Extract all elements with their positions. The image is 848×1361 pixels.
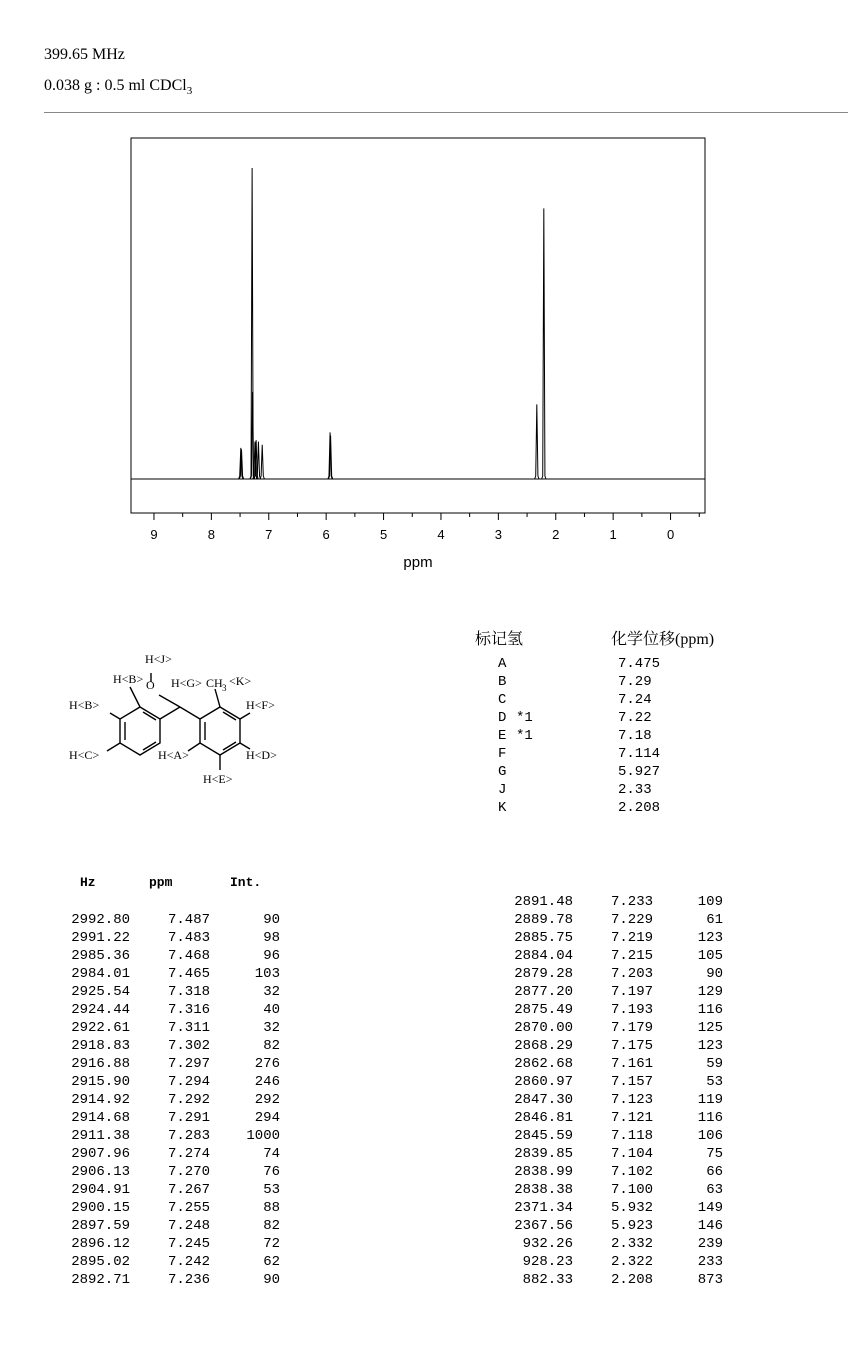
peak-hz: 2911.38 <box>71 1128 130 1144</box>
peak-ppm: 7.255 <box>167 1200 210 1216</box>
assignment-row <box>498 709 698 727</box>
peak-hz: 2895.02 <box>71 1254 130 1270</box>
peak-row <box>483 1073 723 1091</box>
peak-row <box>483 965 723 983</box>
peak-intensity: 246 <box>254 1074 280 1090</box>
peak-intensity: 116 <box>697 1002 723 1018</box>
peak-ppm: 7.104 <box>610 1146 653 1162</box>
peak-ppm: 7.292 <box>167 1092 210 1108</box>
peak-intensity: 119 <box>697 1092 723 1108</box>
peak-table-right <box>483 893 723 1289</box>
peak-ppm: 7.487 <box>167 912 210 928</box>
spectrum-peak <box>535 404 539 479</box>
peak-intensity: 63 <box>706 1182 723 1198</box>
peak-row <box>483 1019 723 1037</box>
peak-hz: 2884.04 <box>514 948 573 964</box>
peak-intensity: 90 <box>263 1272 280 1288</box>
peak-ppm: 7.316 <box>167 1002 210 1018</box>
peak-row <box>40 1001 280 1019</box>
spectrometer-frequency: 399.65 MHz <box>44 46 125 63</box>
peak-hz: 2914.68 <box>71 1110 130 1126</box>
peak-ppm: 7.297 <box>167 1056 210 1072</box>
assignment-label: B <box>498 674 507 690</box>
peak-intensity: 105 <box>697 948 723 964</box>
x-tick-label: 6 <box>322 527 330 542</box>
peak-intensity: 90 <box>263 912 280 928</box>
peak-row <box>483 1163 723 1181</box>
peak-ppm: 7.100 <box>610 1182 653 1198</box>
peak-intensity: 239 <box>697 1236 723 1252</box>
peak-hz: 2915.90 <box>71 1074 130 1090</box>
x-tick-label: 2 <box>552 527 560 542</box>
peak-ppm: 7.236 <box>167 1272 210 1288</box>
peak-row <box>40 1037 280 1055</box>
peak-ppm: 7.123 <box>610 1092 653 1108</box>
peak-header-ppm: ppm <box>149 875 173 890</box>
peak-row <box>40 1073 280 1091</box>
peak-ppm: 7.193 <box>610 1002 653 1018</box>
peak-ppm: 7.157 <box>610 1074 653 1090</box>
spectrum-peak <box>260 445 264 479</box>
label-k: <K> <box>229 674 252 688</box>
peak-ppm: 7.465 <box>167 966 210 982</box>
label-hg: H<G> <box>171 676 202 690</box>
label-ch-sub: 3 <box>222 683 227 693</box>
peak-hz: 2838.38 <box>514 1182 573 1198</box>
peak-hz: 2896.12 <box>71 1236 130 1252</box>
peak-ppm: 7.179 <box>610 1020 653 1036</box>
peak-row <box>40 1145 280 1163</box>
peak-intensity: 53 <box>263 1182 280 1198</box>
assignment-label: J <box>498 782 507 798</box>
peak-row <box>40 929 280 947</box>
x-tick-label: 4 <box>437 527 445 542</box>
peak-intensity: 106 <box>697 1128 723 1144</box>
assignment-note: *1 <box>516 728 533 744</box>
assignment-row <box>498 673 698 691</box>
peak-hz: 2900.15 <box>71 1200 130 1216</box>
peak-hz: 2904.91 <box>71 1182 130 1198</box>
peak-intensity: 88 <box>263 1200 280 1216</box>
assignment-shift: 7.29 <box>618 674 652 690</box>
assignment-row <box>498 763 698 781</box>
peak-row <box>483 1001 723 1019</box>
peak-row <box>40 1199 280 1217</box>
peak-intensity: 53 <box>706 1074 723 1090</box>
peak-hz: 2870.00 <box>514 1020 573 1036</box>
label-hc: H<C> <box>69 748 100 762</box>
peak-intensity: 96 <box>263 948 280 964</box>
peak-ppm: 7.267 <box>167 1182 210 1198</box>
peak-row <box>40 1253 280 1271</box>
peak-intensity: 32 <box>263 1020 280 1036</box>
spectrum-trace <box>131 168 705 479</box>
assignment-shift: 7.18 <box>618 728 652 744</box>
peak-row <box>40 983 280 1001</box>
peak-hz: 2984.01 <box>71 966 130 982</box>
peak-table-left <box>40 911 280 1289</box>
peak-ppm: 2.332 <box>610 1236 653 1252</box>
peak-ppm: 7.215 <box>610 948 653 964</box>
peak-intensity: 82 <box>263 1038 280 1054</box>
peak-intensity: 75 <box>706 1146 723 1162</box>
peak-intensity: 129 <box>697 984 723 1000</box>
peak-hz: 2891.48 <box>514 894 573 910</box>
peak-intensity: 294 <box>254 1110 280 1126</box>
peak-row <box>40 965 280 983</box>
x-tick-label: 5 <box>379 527 388 542</box>
peak-row <box>483 1145 723 1163</box>
molecule-structure <box>55 645 295 785</box>
peak-row <box>40 1163 280 1181</box>
peak-hz: 2367.56 <box>514 1218 573 1234</box>
peak-row <box>483 1217 723 1235</box>
x-tick-label: 7 <box>265 527 273 542</box>
assignment-header-label: 标记氢 <box>475 631 524 648</box>
assignment-label: D <box>498 710 507 726</box>
x-axis-label: ppm <box>403 554 433 571</box>
peak-ppm: 7.197 <box>610 984 653 1000</box>
x-tick-label: 8 <box>207 527 215 542</box>
peak-row <box>483 1271 723 1289</box>
peak-row <box>40 1109 280 1127</box>
peak-hz: 2914.92 <box>71 1092 130 1108</box>
peak-hz: 2860.97 <box>514 1074 573 1090</box>
peak-intensity: 146 <box>697 1218 723 1234</box>
assignment-label: C <box>498 692 507 708</box>
peak-ppm: 7.291 <box>167 1110 210 1126</box>
peak-row <box>483 893 723 911</box>
label-hb-left: H<B> <box>69 698 100 712</box>
assignment-row <box>498 781 698 799</box>
x-axis-ticks <box>150 513 699 542</box>
peak-row <box>40 1019 280 1037</box>
label-ha: H<A> <box>158 748 189 762</box>
peak-intensity: 82 <box>263 1218 280 1234</box>
peak-hz: 2845.59 <box>514 1128 573 1144</box>
peak-ppm: 7.118 <box>610 1128 653 1144</box>
x-tick-label: 9 <box>150 527 158 542</box>
peak-hz: 2877.20 <box>514 984 573 1000</box>
assignment-label: E <box>498 728 507 744</box>
peak-ppm: 7.161 <box>610 1056 653 1072</box>
peak-row <box>483 1055 723 1073</box>
peak-row <box>40 1127 280 1145</box>
peak-hz: 2918.83 <box>71 1038 130 1054</box>
peak-intensity: 76 <box>263 1164 280 1180</box>
assignment-shift: 7.475 <box>618 656 661 672</box>
peak-hz: 2889.78 <box>514 912 573 928</box>
peak-ppm: 7.175 <box>610 1038 653 1054</box>
peak-row <box>483 1199 723 1217</box>
peak-intensity: 74 <box>263 1146 280 1162</box>
peak-row <box>483 947 723 965</box>
x-tick-label: 0 <box>666 527 675 542</box>
label-he: H<E> <box>203 772 233 785</box>
peak-ppm: 7.468 <box>167 948 210 964</box>
label-hb-top: H<B> <box>113 672 144 686</box>
atom-labels <box>69 652 277 785</box>
peak-ppm: 7.318 <box>167 984 210 1000</box>
peak-hz: 2371.34 <box>514 1200 573 1216</box>
peak-ppm: 7.242 <box>167 1254 210 1270</box>
peak-hz: 2875.49 <box>514 1002 573 1018</box>
assignment-row <box>498 727 698 745</box>
assignment-shift: 2.208 <box>618 800 661 816</box>
peak-intensity: 72 <box>263 1236 280 1252</box>
peak-ppm: 7.248 <box>167 1218 210 1234</box>
spectrum-peak <box>542 208 546 479</box>
assignment-label: G <box>498 764 507 780</box>
peak-intensity: 90 <box>706 966 723 982</box>
sample-text: 0.038 g : 0.5 ml CDCl <box>44 77 187 94</box>
assignment-label: A <box>498 656 507 672</box>
peak-hz: 2907.96 <box>71 1146 130 1162</box>
assignment-shift: 7.22 <box>618 710 652 726</box>
peak-hz: 2985.36 <box>71 948 130 964</box>
assignment-note: *1 <box>516 710 533 726</box>
peak-intensity: 125 <box>697 1020 723 1036</box>
peak-hz: 2847.30 <box>514 1092 573 1108</box>
peak-header-hz: Hz <box>80 875 96 890</box>
peak-hz: 2838.99 <box>514 1164 573 1180</box>
peak-hz: 932.26 <box>522 1236 573 1252</box>
peak-intensity: 123 <box>697 1038 723 1054</box>
peak-ppm: 2.208 <box>610 1272 653 1288</box>
x-tick-label: 3 <box>494 527 502 542</box>
label-hf: H<F> <box>246 698 275 712</box>
peak-ppm: 7.245 <box>167 1236 210 1252</box>
peak-intensity: 109 <box>697 894 723 910</box>
peak-hz: 2892.71 <box>71 1272 130 1288</box>
peak-intensity: 32 <box>263 984 280 1000</box>
peak-ppm: 7.233 <box>610 894 653 910</box>
peak-row <box>40 947 280 965</box>
peak-header-int: Int. <box>230 875 262 890</box>
assignment-row <box>498 799 698 817</box>
peak-ppm: 7.283 <box>167 1128 210 1144</box>
peak-intensity: 66 <box>706 1164 723 1180</box>
assignment-table <box>498 655 698 817</box>
assignment-shift: 5.927 <box>618 764 661 780</box>
label-ch: CH <box>206 676 223 690</box>
peak-intensity: 292 <box>254 1092 280 1108</box>
peak-ppm: 5.923 <box>610 1218 653 1234</box>
peak-row <box>40 911 280 929</box>
peak-intensity: 123 <box>697 930 723 946</box>
peak-hz: 928.23 <box>522 1254 573 1270</box>
peak-intensity: 103 <box>254 966 280 982</box>
peak-ppm: 2.322 <box>610 1254 653 1270</box>
peak-intensity: 149 <box>697 1200 723 1216</box>
label-oxygen: O <box>146 678 155 692</box>
peak-hz: 2906.13 <box>71 1164 130 1180</box>
peak-row <box>40 1235 280 1253</box>
peak-ppm: 7.302 <box>167 1038 210 1054</box>
peak-hz: 2897.59 <box>71 1218 130 1234</box>
peak-ppm: 7.203 <box>610 966 653 982</box>
peak-row <box>483 1127 723 1145</box>
peak-row <box>483 911 723 929</box>
assignment-label: F <box>498 746 507 762</box>
peak-ppm: 7.219 <box>610 930 653 946</box>
peak-intensity: 233 <box>697 1254 723 1270</box>
label-hj: H<J> <box>145 652 172 666</box>
peak-row <box>483 983 723 1001</box>
peak-hz: 2922.61 <box>71 1020 130 1036</box>
peak-ppm: 7.229 <box>610 912 653 928</box>
peak-row <box>40 1091 280 1109</box>
plot-frame <box>131 138 705 513</box>
peak-hz: 2879.28 <box>514 966 573 982</box>
peak-hz: 2991.22 <box>71 930 130 946</box>
peak-hz: 2992.80 <box>71 912 130 928</box>
peak-hz: 2925.54 <box>71 984 130 1000</box>
assignment-shift: 7.24 <box>618 692 652 708</box>
peak-ppm: 7.121 <box>610 1110 653 1126</box>
peak-intensity: 98 <box>263 930 280 946</box>
peak-hz: 2916.88 <box>71 1056 130 1072</box>
assignment-label: K <box>498 800 507 816</box>
peak-intensity: 116 <box>697 1110 723 1126</box>
peak-intensity: 1000 <box>246 1128 280 1144</box>
peak-hz: 2885.75 <box>514 930 573 946</box>
peak-row <box>40 1181 280 1199</box>
sample-subscript: 3 <box>186 85 193 98</box>
nmr-spectrum-chart <box>0 0 848 600</box>
assignment-shift: 2.33 <box>618 782 652 798</box>
peak-row <box>483 1109 723 1127</box>
peak-row <box>483 1253 723 1271</box>
assignment-row <box>498 691 698 709</box>
peak-ppm: 7.270 <box>167 1164 210 1180</box>
x-tick-label: 1 <box>609 527 617 542</box>
peak-ppm: 7.274 <box>167 1146 210 1162</box>
peak-ppm: 7.294 <box>167 1074 210 1090</box>
peak-ppm: 5.932 <box>610 1200 653 1216</box>
peak-row <box>40 1217 280 1235</box>
peak-ppm: 7.483 <box>167 930 210 946</box>
peak-row <box>483 1091 723 1109</box>
peak-hz: 2868.29 <box>514 1038 573 1054</box>
assignment-row <box>498 745 698 763</box>
peak-intensity: 59 <box>706 1056 723 1072</box>
peak-ppm: 7.311 <box>167 1020 210 1036</box>
label-hd: H<D> <box>246 748 277 762</box>
peak-ppm: 7.102 <box>610 1164 653 1180</box>
peak-intensity: 873 <box>697 1272 723 1288</box>
peak-intensity: 61 <box>706 912 723 928</box>
assignment-header-shift: 化学位移(ppm) <box>611 631 715 648</box>
peak-row <box>483 1181 723 1199</box>
peak-row <box>40 1055 280 1073</box>
peak-hz: 882.33 <box>522 1272 573 1288</box>
peak-hz: 2862.68 <box>514 1056 573 1072</box>
assignment-shift: 7.114 <box>618 746 661 762</box>
peak-intensity: 276 <box>254 1056 280 1072</box>
peak-intensity: 62 <box>263 1254 280 1270</box>
peak-row <box>483 1235 723 1253</box>
peak-intensity: 40 <box>263 1002 280 1018</box>
peak-hz: 2924.44 <box>71 1002 130 1018</box>
assignment-row <box>498 655 698 673</box>
peak-row <box>483 929 723 947</box>
peak-hz: 2846.81 <box>514 1110 573 1126</box>
peak-row <box>483 1037 723 1055</box>
peak-row <box>40 1271 280 1289</box>
peak-hz: 2839.85 <box>514 1146 573 1162</box>
